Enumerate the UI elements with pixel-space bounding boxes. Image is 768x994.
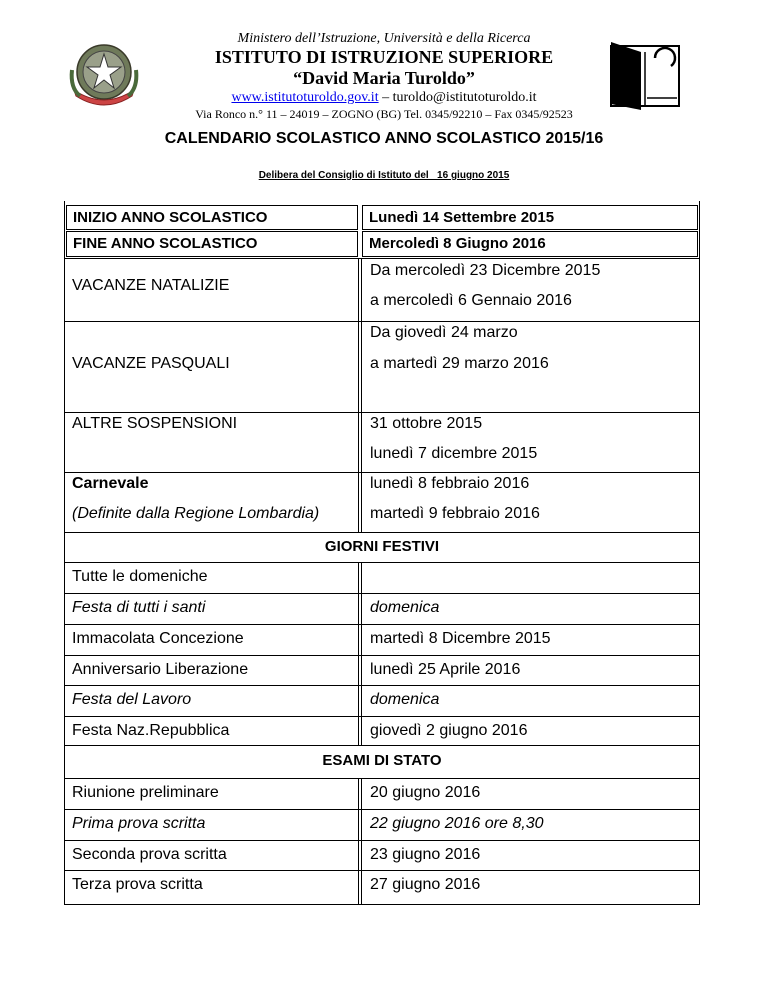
- table-row: [64, 412, 700, 472]
- table-cell: [362, 231, 698, 257]
- festivo-label: Anniversario Liberazione: [72, 661, 249, 678]
- column-divider: [358, 563, 362, 593]
- festivi-heading: GIORNI FESTIVI: [64, 532, 700, 562]
- table-row: [64, 716, 700, 745]
- festivo-label: Immacolata Concezione: [72, 630, 244, 647]
- esame-label: Terza prova scritta: [72, 876, 203, 893]
- festivo-value: domenica: [370, 599, 440, 616]
- carnevale-1: lunedì 8 febbraio 2016: [370, 475, 530, 492]
- email-address: turoldo@istitutoturoldo.it: [392, 90, 537, 105]
- festivo-label: Festa di tutti i santi: [72, 599, 206, 616]
- table-cell: [66, 231, 358, 257]
- esame-label: Seconda prova scritta: [72, 846, 227, 863]
- table-row: [64, 809, 700, 840]
- festivo-value: martedì 8 Dicembre 2015: [370, 630, 551, 647]
- inizio-value: Lunedì 14 Settembre 2015: [369, 209, 555, 226]
- table-row: [64, 624, 700, 655]
- pasqua-to: a martedì 29 marzo 2016: [370, 355, 549, 372]
- table-row: [64, 231, 700, 257]
- ministry-name: Ministero dell’Istruzione, Università e della Ricerca: [237, 31, 531, 46]
- table-row: [64, 258, 700, 321]
- altre-1: 31 ottobre 2015: [370, 415, 483, 432]
- altre-label: ALTRE SOSPENSIONI: [72, 415, 238, 432]
- table-row: [64, 870, 700, 905]
- festivo-value: lunedì 25 Aprile 2016: [370, 661, 521, 678]
- delibera-note: Delibera del Consiglio di Istituto del _16 giugno 2015: [258, 170, 510, 181]
- fine-label: FINE ANNO SCOLASTICO: [73, 235, 258, 252]
- column-divider: [358, 259, 362, 321]
- column-divider: [358, 686, 362, 716]
- natale-label: VACANZE NATALIZIE: [72, 277, 230, 294]
- table-row: [64, 840, 700, 870]
- column-divider: [358, 841, 362, 870]
- esame-label: Prima prova scritta: [72, 815, 206, 832]
- esame-value: 23 giugno 2016: [370, 846, 481, 863]
- column-divider: [358, 871, 362, 904]
- address-line: Via Ronco n.° 11 – 24019 – ZOGNO (BG) Tel. 0345/92210 – Fax 0345/92523: [195, 107, 573, 121]
- table-row: [64, 562, 700, 593]
- contacts-separator: –: [378, 90, 393, 105]
- table-row: [64, 655, 700, 685]
- column-divider: [358, 473, 362, 532]
- esame-label: Riunione preliminare: [72, 784, 219, 801]
- pasqua-label: VACANZE PASQUALI: [72, 355, 230, 372]
- festivo-value: giovedì 2 giugno 2016: [370, 722, 528, 739]
- website-link[interactable]: www.istitutoturoldo.gov.it: [231, 90, 379, 105]
- column-divider: [358, 594, 362, 624]
- letterhead: [0, 30, 768, 122]
- column-divider: [358, 810, 362, 840]
- column-divider: [358, 717, 362, 745]
- natale-from: Da mercoledì 23 Dicembre 2015: [370, 262, 601, 279]
- festivo-label: Tutte le domeniche: [72, 568, 208, 585]
- esame-value: 27 giugno 2016: [370, 876, 481, 893]
- table-row: [64, 472, 700, 532]
- page-title: CALENDARIO SCOLASTICO ANNO SCOLASTICO 2015/16: [164, 130, 604, 147]
- table-cell: [66, 205, 358, 230]
- table-row: [64, 593, 700, 624]
- column-divider: [358, 779, 362, 809]
- column-divider: [358, 656, 362, 685]
- esame-value: 20 giugno 2016: [370, 784, 481, 801]
- institute-subtitle: “David Maria Turoldo”: [293, 68, 475, 88]
- natale-to: a mercoledì 6 Gennaio 2016: [370, 292, 572, 309]
- institute-name: ISTITUTO DI ISTRUZIONE SUPERIORE: [214, 47, 554, 67]
- esami-heading: ESAMI DI STATO: [64, 745, 700, 778]
- table-row: [64, 205, 700, 230]
- table-row: [64, 685, 700, 716]
- carnevale-label: Carnevale: [72, 475, 149, 492]
- carnevale-2: martedì 9 febbraio 2016: [370, 505, 540, 522]
- festivo-value: domenica: [370, 691, 440, 708]
- contacts-line: [0, 89, 768, 107]
- festivo-label: Festa del Lavoro: [72, 691, 192, 708]
- column-divider: [358, 413, 362, 472]
- table-row: [64, 321, 700, 412]
- table-cell: [362, 205, 698, 230]
- column-divider: [358, 625, 362, 655]
- inizio-label: INIZIO ANNO SCOLASTICO: [73, 209, 268, 226]
- festivo-label: Festa Naz.Repubblica: [72, 722, 230, 739]
- pasqua-from: Da giovedì 24 marzo: [370, 324, 518, 341]
- table-row: [64, 778, 700, 809]
- altre-2: lunedì 7 dicembre 2015: [370, 445, 538, 462]
- column-divider: [358, 322, 362, 412]
- fine-value: Mercoledì 8 Giugno 2016: [369, 235, 546, 252]
- carnevale-note: (Definite dalla Regione Lombardia): [72, 505, 320, 522]
- esame-value: 22 giugno 2016 ore 8,30: [370, 815, 544, 832]
